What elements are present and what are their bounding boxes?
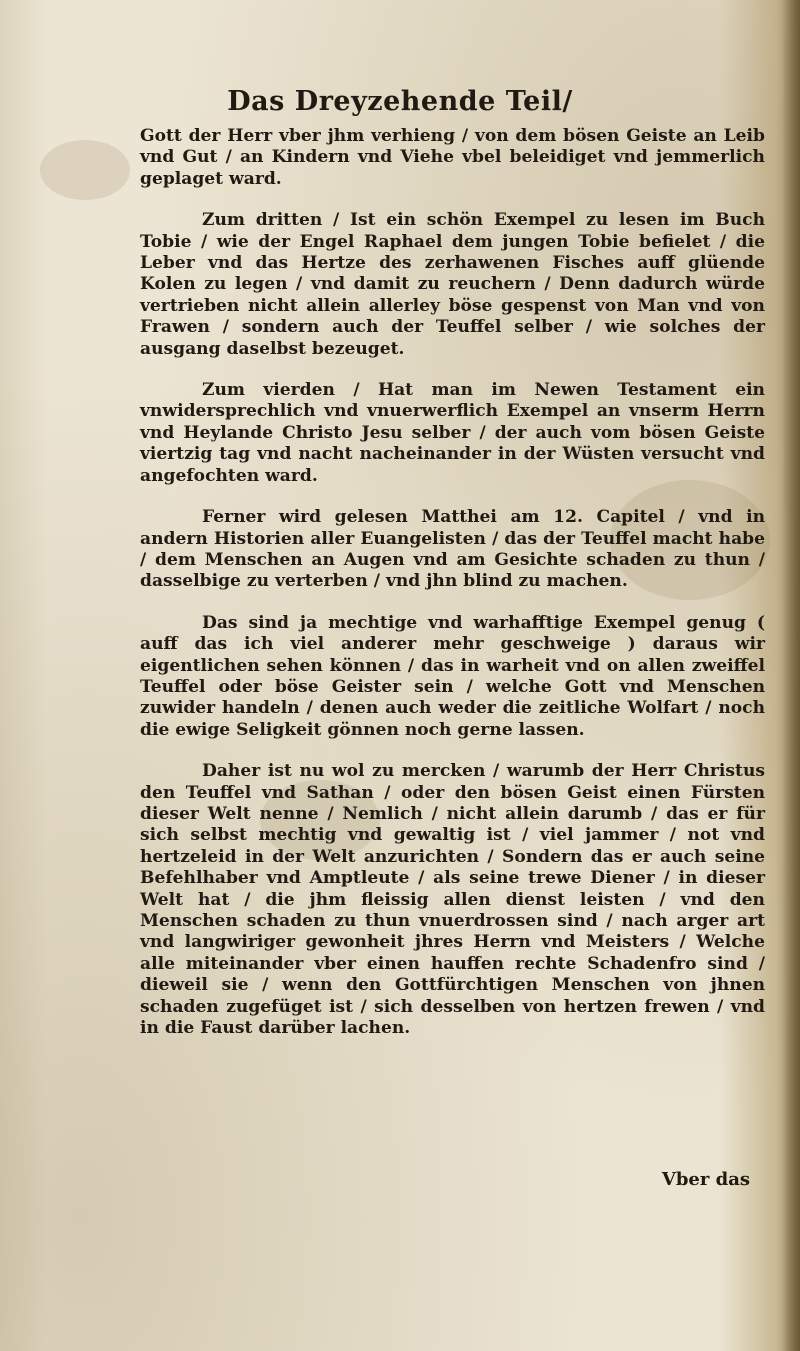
paper-stain xyxy=(40,140,130,200)
body-text xyxy=(140,126,765,1059)
paragraph-2: Zum dritten / Ist ein schön Exempel zu lesen im Buch Tobie / wie der Engel Raphael dem jungen Tobie befielet / die Leber vnd das Hertze des zerhawenen Fisches auff glüende Kolen zu legen / vnd damit zu reuchern / Denn dadurch würde vertrieben nicht allein allerley böse gespenst von Man vnd von Frawen / sondern auch der Teuffel selber / wie solches der ausgang daselbst bezeuget. xyxy=(140,210,765,359)
paragraph-3: Zum vierden / Hat man im Newen Testament ein vnwidersprechlich vnd vnuerwerflich Exempel an vnserm Herrn vnd Heylande Christo Jesu selber / der auch vom bösen Geiste viertzig tag vnd nacht nacheinander in der Wüsten versucht vnd angefochten ward. xyxy=(140,380,765,486)
catchword: Vber das xyxy=(661,1169,750,1190)
running-head: Das Dreyzehende Teil/ xyxy=(227,86,573,117)
paragraph-4: Ferner wird gelesen Matthei am 12. Capitel / vnd in andern Historien aller Euangelisten / das der Teuffel macht habe / dem Menschen an Augen vnd am Gesichte schaden zu thun / dasselbige zu verterben / vnd jhn blind zu machen. xyxy=(140,507,765,592)
paragraph-5: Das sind ja mechtige vnd warhafftige Exempel genug ( auff das ich viel anderer mehr geschweige ) daraus wir eigentlichen sehen können / das in warheit vnd on allen zweiffel Teuffel oder böse Geister sein / welche Gott vnd Menschen zuwider handeln / denen auch weder die zeitliche Wolfart / noch die ewige Seligkeit gönnen noch gerne lassen. xyxy=(140,612,765,740)
paragraph-6: Daher ist nu wol zu mercken / warumb der Herr Christus den Teuffel vnd Sathan / oder den bösen Geist einen Fürsten dieser Welt nenne / Nemlich / nicht allein darumb / das er für sich selbst mechtig vnd gewaltig ist / viel jammer / not vnd hertzeleid in der Welt anzurichten / Sondern das er auch seine Befehlhaber vnd Amptleute / als seine trewe Diener / in dieser Welt hat / die jhm fleissig allen dienst leisten / vnd den Menschen schaden zu thun vnuerdrossen sind / nach arger art vnd langwiriger gewonheit jhres Herrn vnd Meisters / Welche alle miteinander vber einen hauffen rechte Schadenfro sind / dieweil sie / wenn den Gottfürchtigen Menschen von jhnen schaden zugefüget ist / sich desselben von hertzen frewen / vnd in die Faust darüber lachen. xyxy=(140,761,765,1039)
page-spine-shadow xyxy=(782,0,800,1351)
paragraph-1: Gott der Herr vber jhm verhieng / von dem bösen Geiste an Leib vnd Gut / an Kindern vnd Viehe vbel beleidiget vnd jemmerlich geplaget ward. xyxy=(140,126,765,189)
